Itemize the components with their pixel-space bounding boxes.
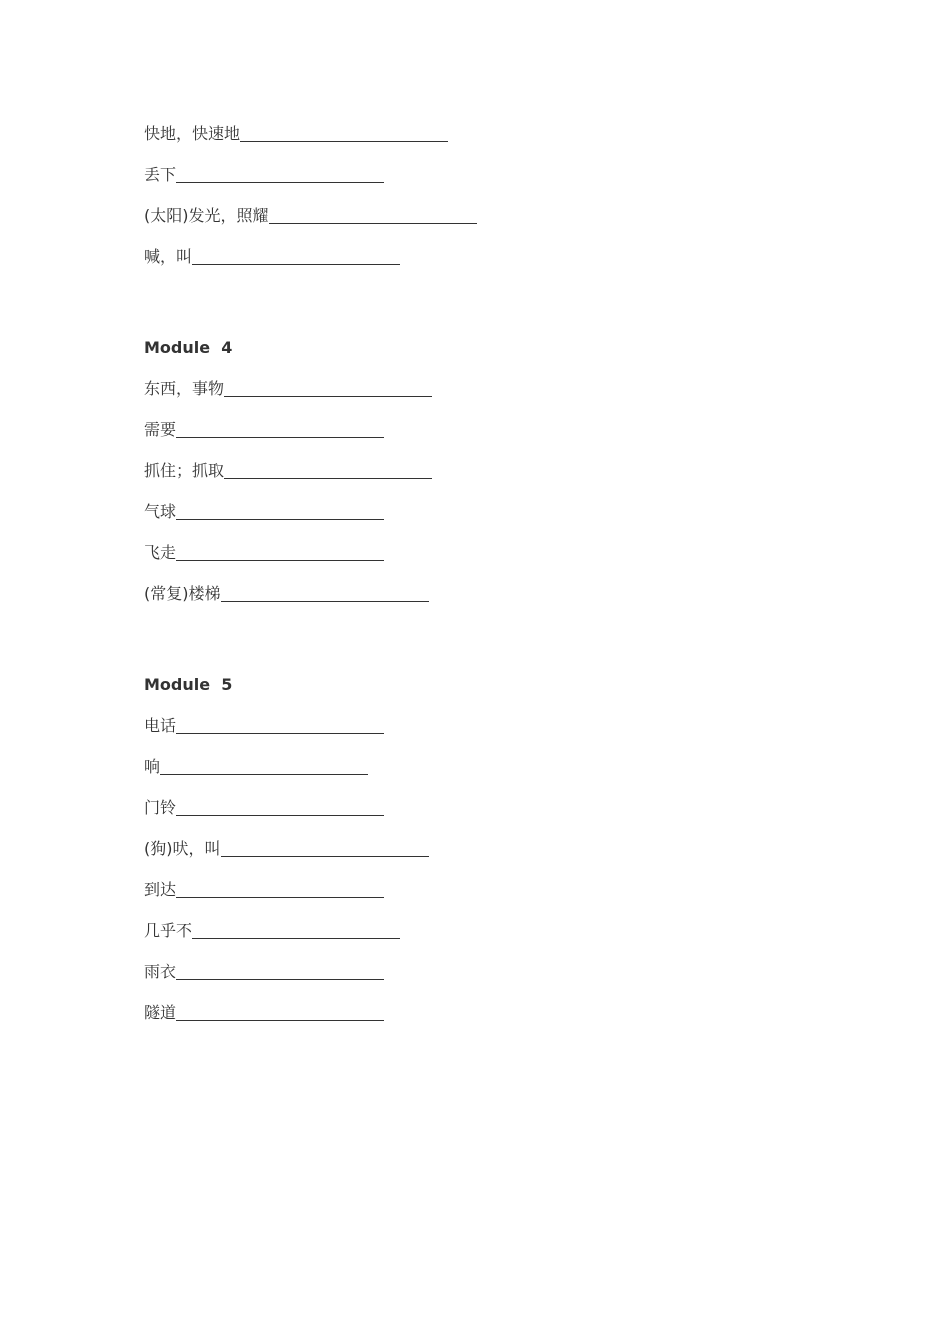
vocab-term: 气球 — [144, 502, 177, 521]
vocab-term: 隧道 — [144, 1003, 177, 1022]
vocab-term: (太阳)发光，照耀 — [144, 206, 269, 225]
answer-blank[interactable] — [176, 979, 384, 980]
vocab-term: 需要 — [144, 420, 177, 439]
vocab-term: 到达 — [144, 880, 177, 899]
vocab-term: 响 — [144, 757, 161, 776]
vocab-item — [144, 712, 384, 736]
vocab-term: 快地，快速地 — [144, 124, 241, 143]
answer-blank[interactable] — [176, 733, 384, 734]
answer-blank[interactable] — [176, 519, 384, 520]
vocab-item — [144, 876, 384, 900]
vocab-item — [144, 202, 477, 226]
vocab-item — [144, 416, 384, 440]
vocab-term: 门铃 — [144, 798, 177, 817]
vocab-item — [144, 161, 384, 185]
vocab-item — [144, 243, 400, 267]
vocab-term: 电话 — [144, 716, 177, 735]
answer-blank[interactable] — [160, 774, 368, 775]
vocab-item — [144, 120, 448, 144]
vocab-item — [144, 539, 384, 563]
answer-blank[interactable] — [176, 437, 384, 438]
vocab-term: 雨衣 — [144, 962, 177, 981]
module-heading: Module 5 — [144, 675, 233, 694]
vocab-item — [144, 794, 384, 818]
vocab-term: 飞走 — [144, 543, 177, 562]
answer-blank[interactable] — [221, 856, 429, 857]
vocab-term: (常复)楼梯 — [144, 584, 221, 603]
answer-blank[interactable] — [192, 938, 400, 939]
answer-blank[interactable] — [240, 141, 448, 142]
vocab-term: 抓住；抓取 — [144, 461, 225, 480]
answer-blank[interactable] — [176, 897, 384, 898]
vocab-term: 东西，事物 — [144, 379, 225, 398]
vocab-term: (狗)吠，叫 — [144, 839, 221, 858]
answer-blank[interactable] — [176, 1020, 384, 1021]
vocab-term: 喊，叫 — [144, 247, 193, 266]
vocab-term: 丢下 — [144, 165, 177, 184]
vocab-item — [144, 753, 368, 777]
vocab-item — [144, 580, 429, 604]
answer-blank[interactable] — [221, 601, 429, 602]
vocab-item — [144, 498, 384, 522]
vocab-item — [144, 999, 384, 1023]
answer-blank[interactable] — [269, 223, 477, 224]
vocab-item — [144, 457, 432, 481]
module-heading: Module 4 — [144, 338, 233, 357]
answer-blank[interactable] — [176, 815, 384, 816]
vocab-item — [144, 958, 384, 982]
answer-blank[interactable] — [224, 478, 432, 479]
answer-blank[interactable] — [176, 560, 384, 561]
vocab-item — [144, 375, 432, 399]
answer-blank[interactable] — [176, 182, 384, 183]
answer-blank[interactable] — [192, 264, 400, 265]
vocab-item — [144, 917, 400, 941]
vocab-term: 几乎不 — [144, 921, 193, 940]
answer-blank[interactable] — [224, 396, 432, 397]
vocab-item — [144, 835, 429, 859]
